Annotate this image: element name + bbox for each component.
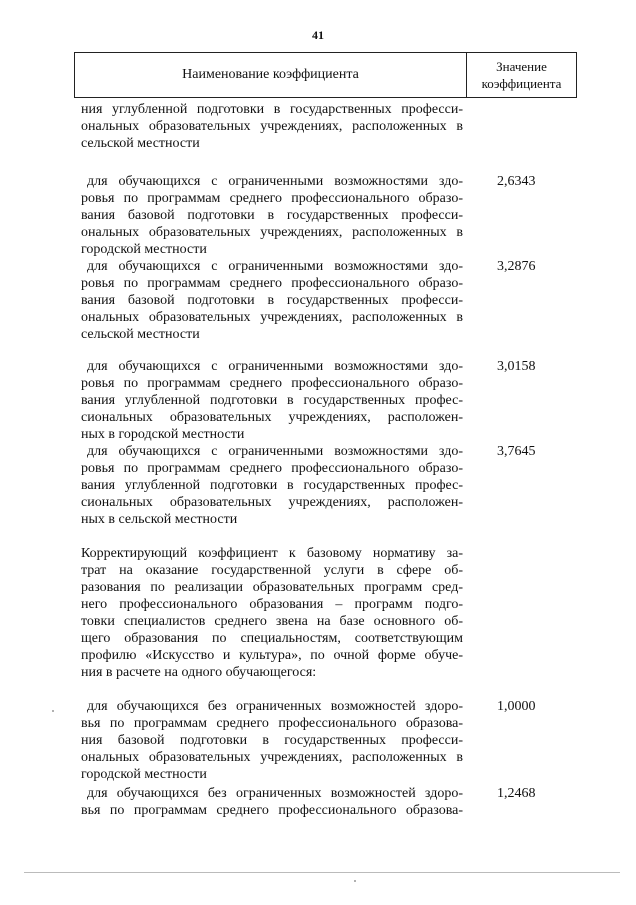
text-line: щего образования по специальностям, соответствующим xyxy=(81,631,463,646)
text-line: городской местности xyxy=(81,767,207,782)
coefficient-value: 1,2468 xyxy=(497,786,536,801)
text-line: ных в сельской местности xyxy=(81,512,238,527)
coefficient-entry xyxy=(81,785,463,819)
text-line: вья по программам среднего профессионального образова- xyxy=(81,716,463,731)
text-line: для обучающихся с ограниченными возможностями здо- xyxy=(87,259,463,274)
text-line: для обучающихся без ограниченных возможностей здоро- xyxy=(87,699,463,714)
coefficient-entry xyxy=(81,443,463,528)
text-line: него профессионального образования – программ подго- xyxy=(81,597,463,612)
coefficient-entry xyxy=(81,358,463,443)
scan-speck xyxy=(354,880,356,882)
coefficient-value: 3,0158 xyxy=(497,359,536,374)
text-line: городской местности xyxy=(81,242,207,257)
text-line: ональных образовательных учреждениях, расположенных в xyxy=(81,119,463,134)
text-line: для обучающихся с ограниченными возможностями здо- xyxy=(87,444,463,459)
text-line: ных в городской местности xyxy=(81,427,245,442)
page-number: 41 xyxy=(312,28,324,42)
text-line: сельской местности xyxy=(81,327,200,342)
text-line: ния базовой подготовки в государственных професси- xyxy=(81,733,463,748)
coefficient-value: 1,0000 xyxy=(497,699,536,714)
coefficient-heading xyxy=(81,545,463,681)
text-line: вания углубленной подготовки в государственных профес- xyxy=(81,478,463,493)
table-header xyxy=(74,52,577,98)
text-line: для обучающихся с ограниченными возможностями здо- xyxy=(87,359,463,374)
text-line: ния углубленной подготовки в государственных професси- xyxy=(81,102,463,117)
text-line: ровья по программам среднего профессионального образо- xyxy=(81,461,463,476)
text-line: ональных образовательных учреждениях, расположенных в xyxy=(81,310,463,325)
header-value-column xyxy=(467,53,576,97)
text-line: сиональных образовательных учреждениях, расположен- xyxy=(81,495,463,510)
text-line: разования по реализации образовательных программ сред- xyxy=(81,580,463,595)
text-line: для обучающихся с ограниченными возможностями здо- xyxy=(87,174,463,189)
text-line: ния в расчете на одного обучающегося: xyxy=(81,665,317,680)
text-line: товки специалистов среднего звена на базе основного об- xyxy=(81,614,463,629)
text-line: вания базовой подготовки в государственных професси- xyxy=(81,293,463,308)
coefficient-entry xyxy=(81,173,463,258)
coefficient-entry xyxy=(81,258,463,343)
header-value-line-2: коэффициента xyxy=(481,76,562,91)
text-line: Корректирующий коэффициент к базовому нормативу за- xyxy=(81,546,463,561)
coefficient-entry xyxy=(81,698,463,783)
header-name-column: Наименование коэффициента xyxy=(182,67,359,82)
text-line: для обучающихся без ограниченных возможностей здоро- xyxy=(87,786,463,801)
scan-speck xyxy=(52,710,54,712)
coefficient-value: 3,2876 xyxy=(497,259,536,274)
text-line: ровья по программам среднего профессионального образо- xyxy=(81,276,463,291)
header-value-line-1: Значение xyxy=(496,59,547,74)
text-line: ональных образовательных учреждениях, расположенных в xyxy=(81,225,463,240)
text-line: вания базовой подготовки в государственных професси- xyxy=(81,208,463,223)
text-line: ональных образовательных учреждениях, расположенных в xyxy=(81,750,463,765)
text-line: ровья по программам среднего профессионального образо- xyxy=(81,376,463,391)
coefficient-value: 2,6343 xyxy=(497,174,536,189)
text-line: вания углубленной подготовки в государственных профес- xyxy=(81,393,463,408)
text-line: вья по программам среднего профессионального образова- xyxy=(81,803,463,818)
text-line: трат на оказание государственной услуги в сфере об- xyxy=(81,563,463,578)
text-line: сельской местности xyxy=(81,136,200,151)
scan-edge-line xyxy=(24,872,620,873)
continuation-text xyxy=(81,101,463,152)
text-line: сиональных образовательных учреждениях, расположен- xyxy=(81,410,463,425)
text-line: профилю «Искусство и культура», по очной форме обуче- xyxy=(81,648,463,663)
coefficient-value: 3,7645 xyxy=(497,444,536,459)
text-line: ровья по программам среднего профессионального образо- xyxy=(81,191,463,206)
